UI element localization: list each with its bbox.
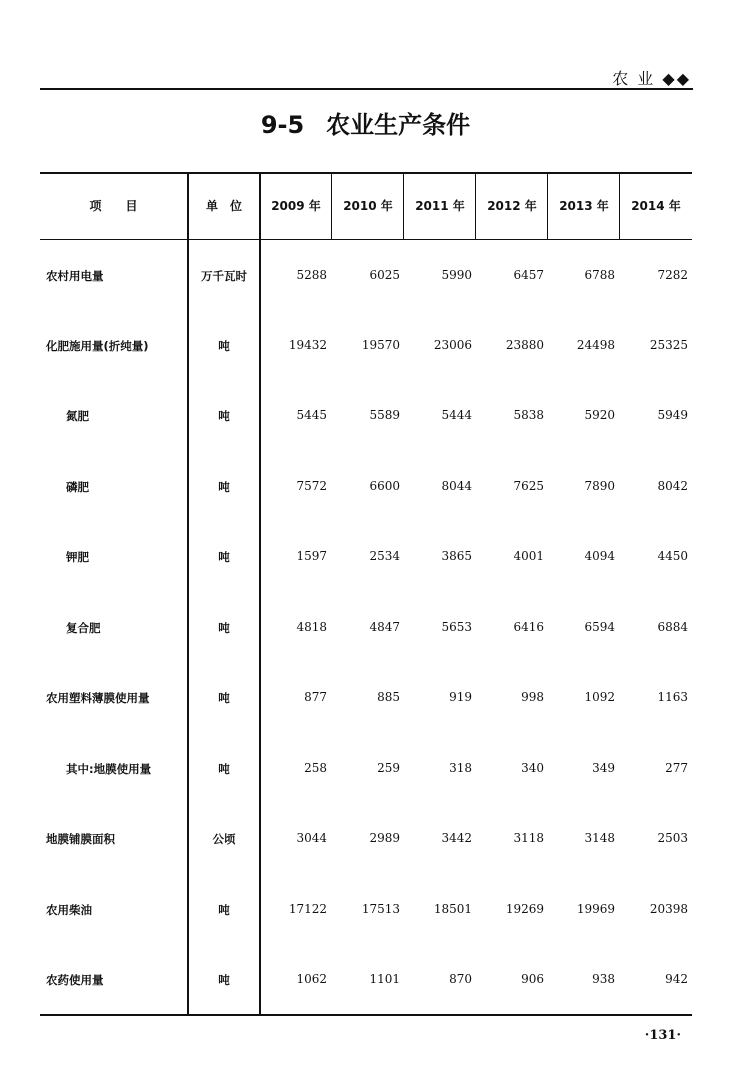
- table-row: [40, 549, 692, 569]
- table-cell: 885: [377, 690, 400, 704]
- table-cell: 259: [377, 761, 400, 775]
- table-cell: 277: [665, 761, 688, 775]
- table-cell: 4001: [513, 549, 544, 563]
- table-row: [40, 761, 692, 781]
- table-number: 9-5: [260, 111, 305, 139]
- table-row: [40, 479, 692, 499]
- column-divider: [187, 172, 189, 1014]
- row-label: 磷肥: [66, 480, 89, 494]
- table-cell: 4847: [369, 620, 400, 634]
- table-cell: 4094: [584, 549, 615, 563]
- table-cell: 6416: [513, 620, 544, 634]
- table-cell: 6600: [369, 479, 400, 493]
- table-cell: 7625: [513, 479, 544, 493]
- table-cell: 6594: [584, 620, 615, 634]
- table-cell: 6025: [369, 268, 400, 282]
- table-row: [40, 620, 692, 640]
- header-unit: 单 位: [205, 199, 242, 213]
- table-cell: 19269: [505, 902, 544, 916]
- section-label: [612, 66, 691, 89]
- table-cell: 5444: [441, 408, 472, 422]
- row-unit: 吨: [218, 691, 230, 705]
- table-cell: 1597: [296, 549, 327, 563]
- table-cell: 318: [449, 761, 472, 775]
- diamond-icon: ◆◆: [662, 69, 691, 88]
- table-cell: 1163: [657, 690, 688, 704]
- row-unit: 万千瓦时: [201, 269, 247, 283]
- row-unit: 公顷: [212, 832, 236, 846]
- table-cell: 1062: [296, 972, 327, 986]
- row-unit: 吨: [218, 973, 230, 987]
- table-cell: 258: [304, 761, 327, 775]
- row-label: 农药使用量: [46, 973, 104, 987]
- table-cell: 4818: [296, 620, 327, 634]
- table-cell: 18501: [433, 902, 472, 916]
- page-number: ·131·: [644, 1028, 681, 1043]
- row-unit: 吨: [218, 480, 230, 494]
- table-cell: 349: [592, 761, 615, 775]
- row-unit: 吨: [218, 550, 230, 564]
- table-row: [40, 338, 692, 358]
- header-year: 2009 年: [271, 199, 321, 213]
- table-cell: 8044: [441, 479, 472, 493]
- row-label: 农村用电量: [46, 269, 104, 283]
- table-title: 农业生产条件: [326, 111, 471, 139]
- row-unit: 吨: [218, 903, 230, 917]
- table-row: [40, 972, 692, 992]
- table-cell: 938: [592, 972, 615, 986]
- row-unit: 吨: [218, 621, 230, 635]
- row-label: 农用塑料薄膜使用量: [46, 691, 150, 705]
- row-unit: 吨: [218, 762, 230, 776]
- table-cell: 3148: [584, 831, 615, 845]
- header-year: 2012 年: [487, 199, 537, 213]
- table-cell: 19432: [288, 338, 327, 352]
- table-row: [40, 408, 692, 428]
- table-cell: 5653: [441, 620, 472, 634]
- table-cell: 6788: [584, 268, 615, 282]
- table-cell: 2989: [369, 831, 400, 845]
- table-cell: 5920: [584, 408, 615, 422]
- table-cell: 1092: [584, 690, 615, 704]
- table-cell: 2503: [657, 831, 688, 845]
- table-cell: 5288: [296, 268, 327, 282]
- table-cell: 2534: [369, 549, 400, 563]
- row-label: 其中:地膜使用量: [66, 762, 152, 776]
- header-year: 2014 年: [631, 199, 681, 213]
- column-divider: [259, 172, 261, 1014]
- table-cell: 3044: [296, 831, 327, 845]
- table-cell: 942: [665, 972, 688, 986]
- header-rule: [40, 88, 693, 90]
- table-cell: 20398: [649, 902, 688, 916]
- table-cell: 25325: [649, 338, 688, 352]
- row-label: 钾肥: [66, 550, 89, 564]
- table-cell: 7572: [296, 479, 327, 493]
- table-cell: 6457: [513, 268, 544, 282]
- table-cell: 23006: [433, 338, 472, 352]
- table-cell: 19570: [361, 338, 400, 352]
- table-row: [40, 902, 692, 922]
- table-row: [40, 690, 692, 710]
- row-unit: 吨: [218, 409, 230, 423]
- header-item: 项 目: [89, 199, 138, 213]
- table-cell: 6884: [657, 620, 688, 634]
- table-cell: 19969: [576, 902, 615, 916]
- table-cell: 919: [449, 690, 472, 704]
- table-cell: 906: [521, 972, 544, 986]
- row-label: 氮肥: [66, 409, 89, 423]
- row-unit: 吨: [218, 339, 230, 353]
- row-label: 农用柴油: [46, 903, 92, 917]
- table-cell: 5949: [657, 408, 688, 422]
- table-cell: 5445: [296, 408, 327, 422]
- table-row: [40, 831, 692, 851]
- table-cell: 17122: [288, 902, 327, 916]
- table-cell: 998: [521, 690, 544, 704]
- table-cell: 3442: [441, 831, 472, 845]
- page-title: [0, 105, 731, 140]
- header-year: 2010 年: [343, 199, 393, 213]
- table-cell: 5838: [513, 408, 544, 422]
- table-cell: 5990: [441, 268, 472, 282]
- table-cell: 870: [449, 972, 472, 986]
- table-cell: 17513: [361, 902, 400, 916]
- table-cell: 1101: [369, 972, 400, 986]
- row-label: 化肥施用量(折纯量): [46, 339, 149, 353]
- table-cell: 3865: [441, 549, 472, 563]
- table-header-rule: [40, 239, 692, 240]
- table-cell: 23880: [505, 338, 544, 352]
- header-year: 2011 年: [415, 199, 465, 213]
- table-cell: 877: [304, 690, 327, 704]
- table-cell: 24498: [576, 338, 615, 352]
- section-name: 农 业: [612, 69, 656, 88]
- table-row: [40, 268, 692, 288]
- header-year: 2013 年: [559, 199, 609, 213]
- table-cell: 4450: [657, 549, 688, 563]
- table-cell: 7890: [584, 479, 615, 493]
- table-cell: 8042: [657, 479, 688, 493]
- row-label: 复合肥: [66, 621, 101, 635]
- table-cell: 3118: [513, 831, 544, 845]
- table-bottom-rule: [40, 1014, 692, 1016]
- table-cell: 340: [521, 761, 544, 775]
- table-cell: 5589: [369, 408, 400, 422]
- table-cell: 7282: [657, 268, 688, 282]
- row-label: 地膜铺膜面积: [46, 832, 115, 846]
